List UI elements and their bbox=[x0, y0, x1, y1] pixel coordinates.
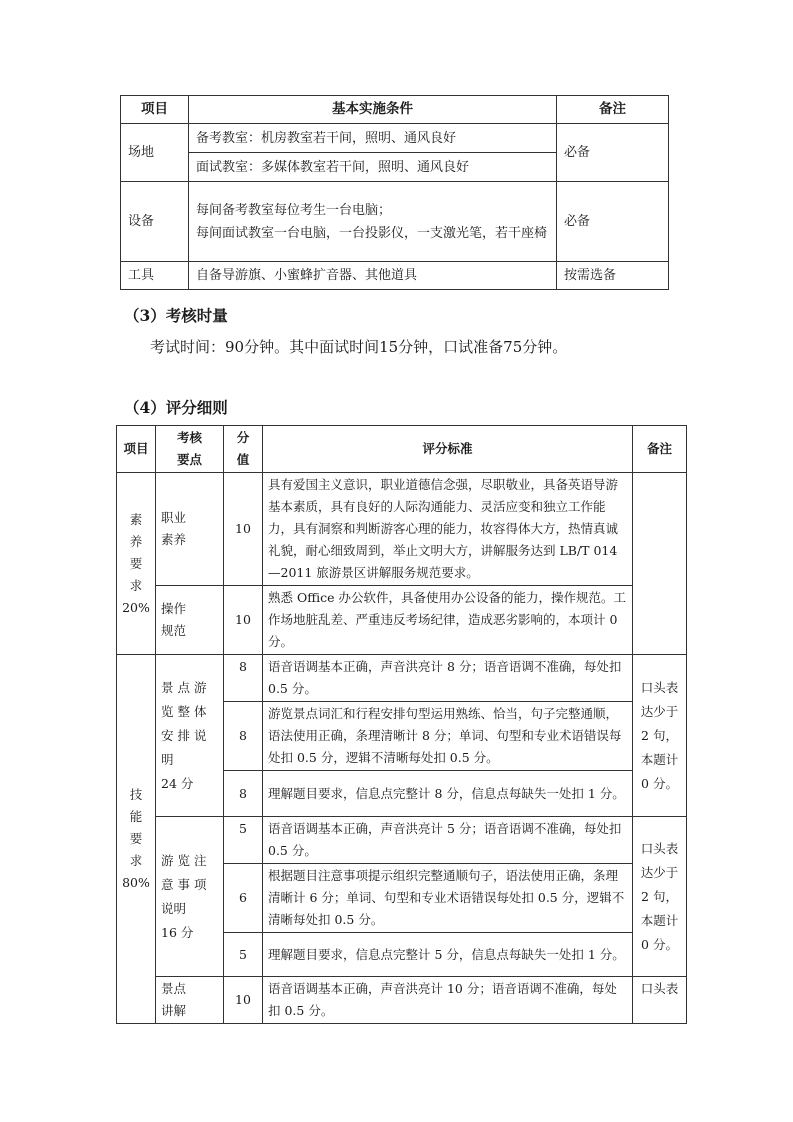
venue-label: 场地 bbox=[121, 124, 189, 182]
point-professional-quality: 职业 素养 bbox=[156, 473, 224, 586]
point-operation-standard: 操作 规范 bbox=[156, 586, 224, 655]
criteria-cell: 熟悉 Office 办公软件，具备使用办公设备的能力，操作规范。工作场地脏乱差、严重违反考场纪律，造成恶劣影响的，本项计 0 分。 bbox=[263, 586, 633, 655]
note-cell: 口头表 达少于 2 句， 本题计 0 分。 bbox=[633, 655, 687, 817]
header-item: 项目 bbox=[117, 426, 156, 473]
header-score: 分 值 bbox=[224, 426, 263, 473]
score-cell: 8 bbox=[224, 655, 263, 702]
section-3-text: 考试时间：90分钟。其中面试时间15分钟，口试准备75分钟。 bbox=[150, 338, 568, 356]
note-cell: 口头表 bbox=[633, 977, 687, 1024]
criteria-cell: 具有爱国主义意识，职业道德信念强，尽职敬业，具备英语导游基本素质，具有良好的人际沟通能力、灵活应变和独立工作能力，具有洞察和判断游客心理的能力，妆容得体大方，热情真诚礼貌，耐心细致周到，举止文明大方，讲解服务达到 LB/T 014—2011 旅游景区讲解服务规范要求。 bbox=[263, 473, 633, 586]
score-cell: 6 bbox=[224, 864, 263, 933]
equipment-note: 必备 bbox=[557, 182, 669, 262]
criteria-cell: 语音语调基本正确，声音洪亮计 8 分；语音语调不准确，每处扣 0.5 分。 bbox=[263, 655, 633, 702]
criteria-cell: 理解题目要求，信息点完整计 8 分，信息点每缺失一处扣 1 分。 bbox=[263, 771, 633, 817]
venue-note: 必备 bbox=[557, 124, 669, 182]
scoring-table bbox=[116, 425, 687, 1024]
header-note: 备注 bbox=[557, 96, 669, 124]
point-scenic-explanation: 景点 讲解 bbox=[156, 977, 224, 1024]
criteria-cell: 理解题目要求，信息点完整计 5 分，信息点每缺失一处扣 1 分。 bbox=[263, 933, 633, 977]
note-cell: 口头表 达少于 2 句， 本题计 0 分。 bbox=[633, 817, 687, 977]
tools-label: 工具 bbox=[121, 262, 189, 290]
criteria-cell: 根据题目注意事项提示组织完整通顺句子，语法使用正确，条理清晰计 6 分；单词、句型和专业术语错误每处扣 0.5 分，逻辑不清晰每处扣 0.5 分。 bbox=[263, 864, 633, 933]
equipment-label: 设备 bbox=[121, 182, 189, 262]
skills-category-label: 技 能 要 求 80% bbox=[117, 655, 156, 1024]
note-cell bbox=[633, 473, 687, 655]
score-cell: 8 bbox=[224, 702, 263, 771]
equipment-line-1: 每间备考教室每位考生一台电脑； bbox=[196, 202, 392, 218]
header-criteria: 评分标准 bbox=[263, 426, 633, 473]
header-note: 备注 bbox=[633, 426, 687, 473]
header-conditions: 基本实施条件 bbox=[189, 96, 557, 124]
venue-row-interview: 面试教室：多媒体教室若干间，照明、通风良好 bbox=[189, 153, 557, 182]
score-cell: 10 bbox=[224, 586, 263, 655]
point-tour-precautions: 游 览 注 意 事 项 说明 16 分 bbox=[156, 817, 224, 977]
score-cell: 5 bbox=[224, 817, 263, 864]
tools-note: 按需选备 bbox=[557, 262, 669, 290]
score-cell: 10 bbox=[224, 977, 263, 1024]
criteria-cell: 游览景点词汇和行程安排句型运用熟练、恰当，句子完整通顺，语法使用正确，条理清晰计 8 分；单词、句型和专业术语错误每处扣 0.5 分，逻辑不清晰每处扣 0.5 分。 bbox=[263, 702, 633, 771]
point-tour-arrangement: 景 点 游 览 整 体 安 排 说 明 24 分 bbox=[156, 655, 224, 817]
section-3-title: （3）考核时量 bbox=[124, 306, 228, 325]
score-cell: 10 bbox=[224, 473, 263, 586]
equipment-text bbox=[189, 182, 557, 262]
criteria-cell: 语音语调基本正确，声音洪亮计 10 分；语音语调不准确，每处扣 0.5 分。 bbox=[263, 977, 633, 1024]
equipment-line-2: 每间面试教室一台电脑，一台投影仪，一支激光笔，若干座椅 bbox=[196, 225, 548, 241]
venue-row-prep: 备考教室：机房教室若干间，照明、通风良好 bbox=[189, 124, 557, 153]
tools-text: 自备导游旗、小蜜蜂扩音器、其他道具 bbox=[189, 262, 557, 290]
header-item: 项目 bbox=[121, 96, 189, 124]
conditions-table bbox=[120, 95, 669, 290]
quality-category-label: 素 养 要 求 20% bbox=[117, 473, 156, 655]
score-cell: 5 bbox=[224, 933, 263, 977]
criteria-cell: 语音语调基本正确，声音洪亮计 5 分；语音语调不准确，每处扣 0.5 分。 bbox=[263, 817, 633, 864]
score-cell: 8 bbox=[224, 771, 263, 817]
header-point: 考核 要点 bbox=[156, 426, 224, 473]
section-4-title: （4）评分细则 bbox=[124, 398, 228, 417]
